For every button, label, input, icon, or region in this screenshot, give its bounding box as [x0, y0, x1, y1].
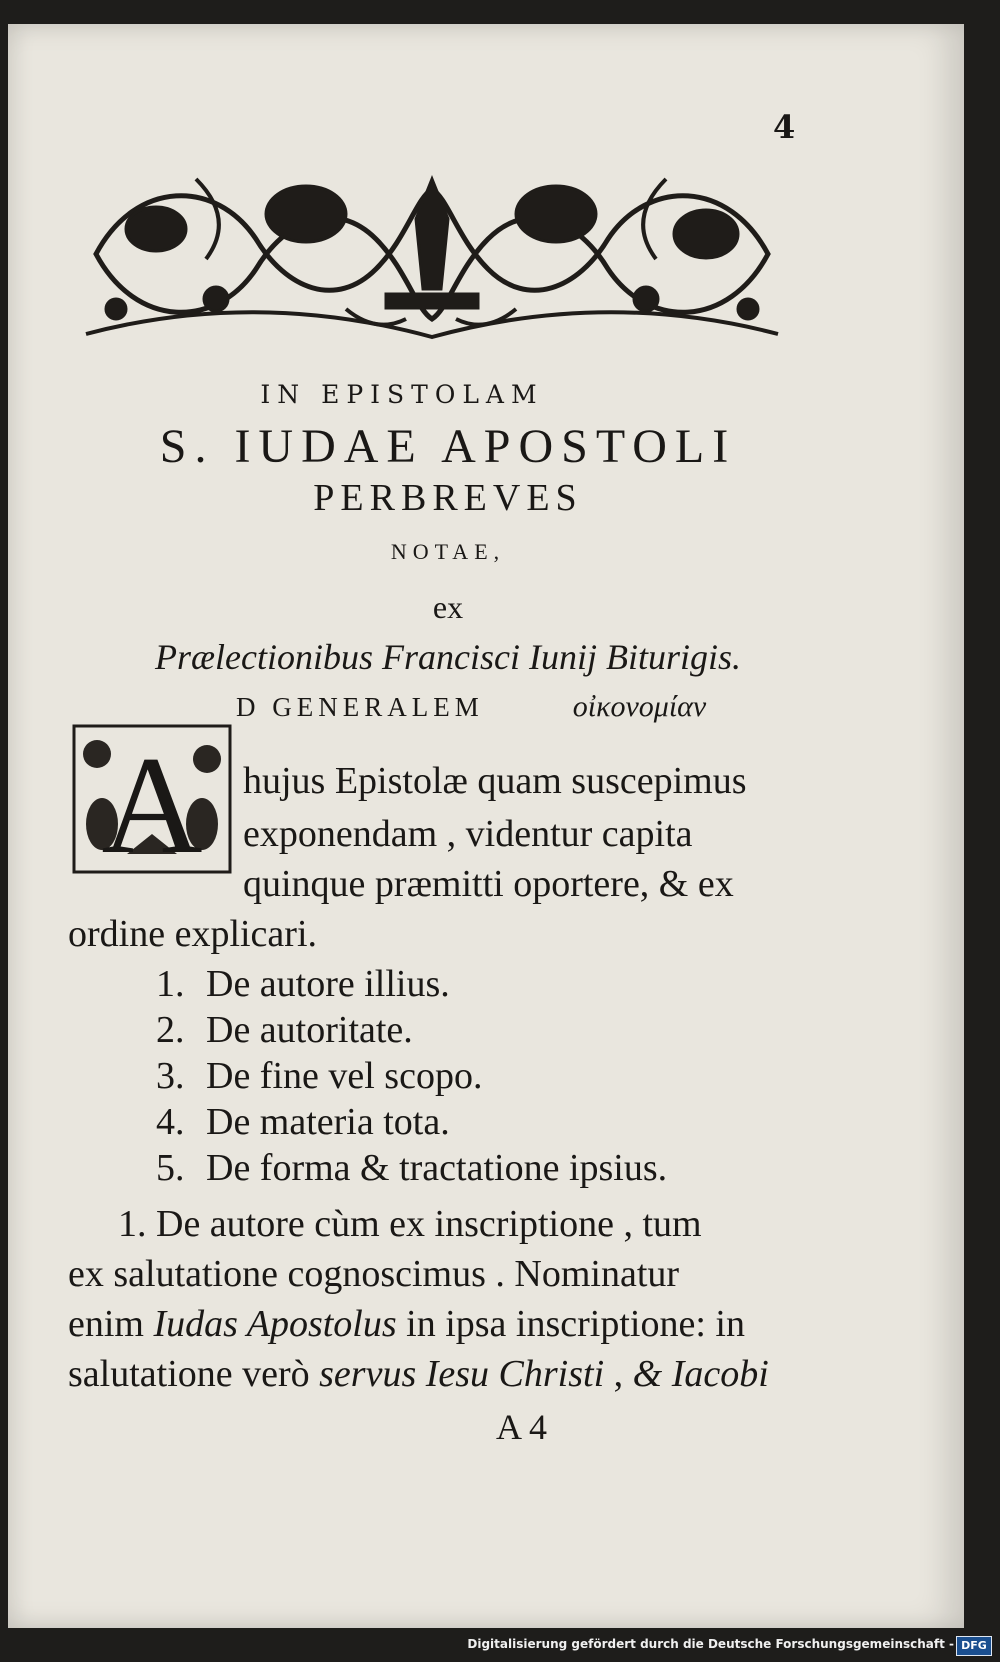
list-number: 5.	[156, 1147, 185, 1189]
list-text: De autoritate.	[206, 1009, 413, 1051]
decorated-initial-a	[72, 724, 232, 874]
text-run: ,	[604, 1353, 633, 1395]
footer-bar	[0, 1630, 1000, 1662]
text-run: in ipsa inscriptione: in	[396, 1303, 745, 1345]
body-line	[68, 1302, 745, 1346]
title-line-2: S. IUDAE APOSTOLI	[159, 420, 737, 473]
opening-caps: D GENERALEM	[236, 692, 484, 722]
headpiece-ornament	[76, 159, 788, 349]
body-line: 1. De autore cùm ex inscriptione , tum	[118, 1203, 702, 1245]
list-text: De fine vel scopo.	[206, 1055, 483, 1097]
list-text: De materia tota.	[206, 1101, 450, 1143]
body-line: ordine explicari.	[68, 913, 318, 955]
list-number: 1.	[156, 963, 185, 1005]
title-line-1: IN EPISTOLAM	[260, 380, 544, 409]
list-item	[156, 962, 450, 1006]
body-line: ex salutatione cognoscimus . Nominatur	[68, 1253, 680, 1295]
list-number: 2.	[156, 1009, 185, 1051]
body-line	[68, 1352, 769, 1396]
text-run: salutatione verò	[68, 1353, 320, 1395]
title-line-5: ex	[432, 589, 464, 625]
signature-mark: A 4	[496, 1407, 548, 1447]
italic-run: & Iacobi	[632, 1353, 769, 1395]
list-item	[156, 1100, 450, 1144]
body-line: exponendam , videntur capita	[243, 813, 693, 855]
body-line: quinque præmitti oportere, & ex	[243, 863, 734, 905]
opening-line	[236, 682, 706, 726]
title-line-4: NOTAE,	[390, 539, 506, 564]
svg-text:A: A	[101, 728, 203, 874]
body-line: hujus Epistolæ quam suscepimus	[243, 760, 747, 802]
book-page	[8, 24, 964, 1628]
list-item	[156, 1146, 667, 1190]
list-text: De forma & tractatione ipsius.	[206, 1147, 668, 1189]
list-item	[156, 1054, 482, 1098]
list-text: De autore illius.	[206, 963, 450, 1005]
list-item	[156, 1008, 413, 1052]
text-run: enim	[68, 1303, 154, 1345]
title-line-3: PERBREVES	[313, 477, 583, 519]
funding-credit: Digitalisierung gefördert durch die Deutsche Forschungsgemeinschaft -	[467, 1637, 954, 1651]
list-number: 3.	[156, 1055, 185, 1097]
italic-run: servus Iesu Christi	[319, 1353, 605, 1395]
italic-run: Iudas Apostolus	[153, 1303, 397, 1345]
dfg-logo: DFG	[956, 1636, 992, 1656]
list-number: 4.	[156, 1101, 185, 1143]
title-line-6: Prælectionibus Francisci Iunij Biturigis.	[155, 637, 741, 677]
opening-greek: οἰκονομίαν	[572, 690, 707, 723]
page-number: 4	[773, 108, 796, 146]
